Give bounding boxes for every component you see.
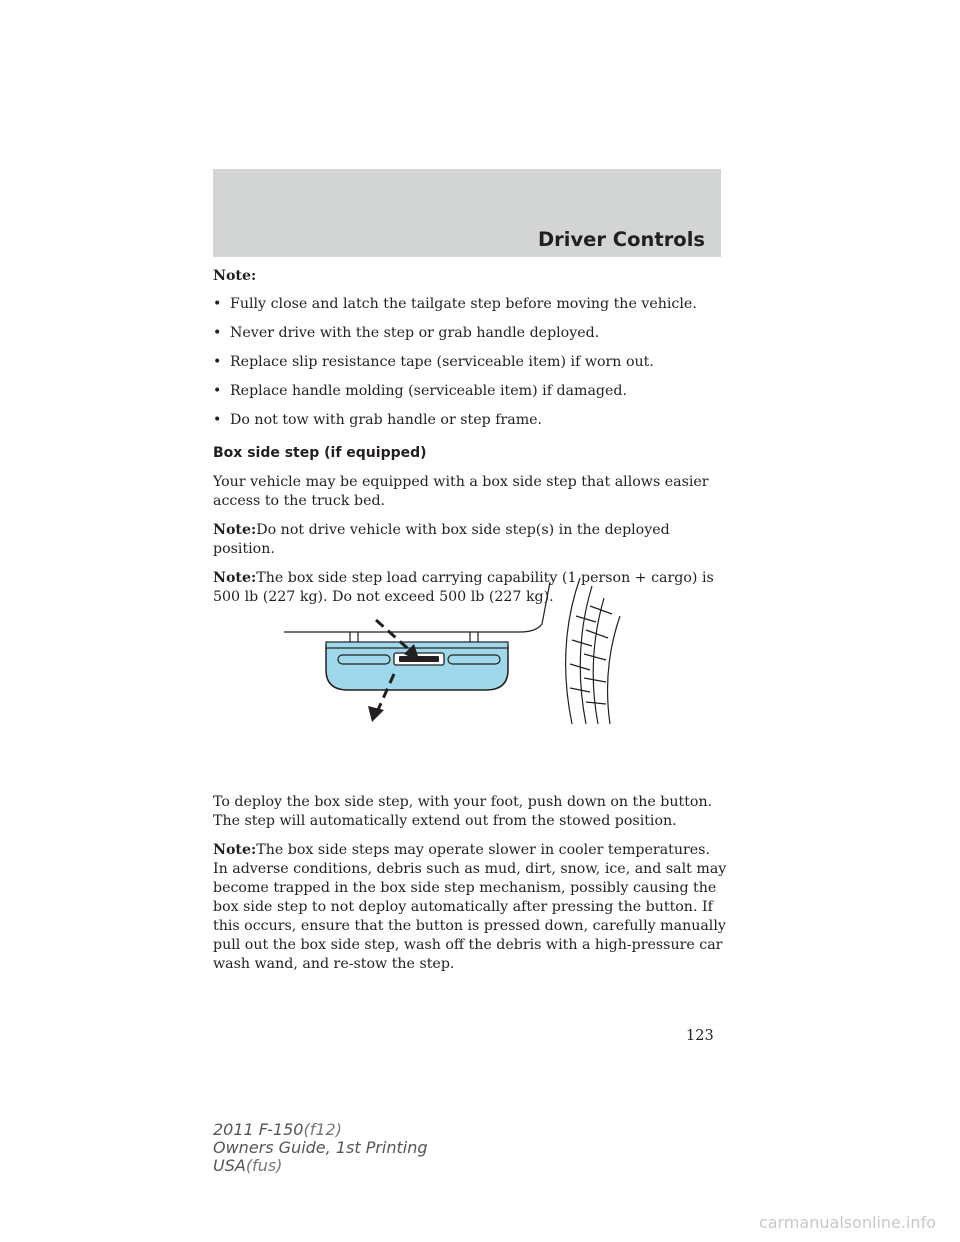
step-top-rail — [326, 642, 508, 648]
box-side-step-intro: Your vehicle may be equipped with a box side step that allows easier access to the truck bed. — [213, 474, 709, 509]
truck-body-outline — [284, 582, 550, 632]
bullet-icon: • — [213, 354, 222, 370]
bullet-text: Never drive with the step or grab handle deployed. — [230, 325, 600, 341]
bullet-icon: • — [213, 325, 222, 341]
section-title: Driver Controls — [537, 228, 705, 251]
bullet-icon: • — [213, 296, 222, 312]
box-side-step-heading: Box side step (if equipped) — [213, 445, 427, 461]
footer-market-line — [213, 1157, 428, 1175]
note-label: Note: — [213, 570, 257, 586]
list-item — [213, 382, 728, 401]
page-number: 123 — [686, 1028, 714, 1044]
footer-model: 2011 F-150 — [213, 1120, 304, 1139]
note-paragraph — [213, 521, 728, 559]
list-item — [213, 295, 728, 314]
footer-market: USA — [213, 1156, 246, 1175]
note-heading: Note: — [213, 268, 257, 284]
footer-model-code: (f12) — [303, 1120, 342, 1139]
note-text: The box side step load carrying capability (1 person + cargo) is 500 lb (227 kg). Do not exceed 500 lb (227 kg). — [213, 570, 714, 605]
footer-market-code: (fus) — [245, 1156, 283, 1175]
note-label: Note: — [213, 522, 257, 538]
document-footer — [213, 1121, 428, 1175]
step-mounts — [350, 632, 478, 642]
note-text: Do not drive vehicle with box side step(s) in the deployed position. — [213, 522, 670, 557]
list-item — [213, 324, 728, 343]
section-header-band — [213, 169, 721, 257]
deploy-arrow-head — [368, 706, 384, 722]
list-item — [213, 411, 728, 430]
note-text: The box side steps may operate slower in cooler temperatures. In adverse conditions, debris such as mud, dirt, snow, ice, and salt may become trapped in the box side step mechanism, possibly causing the box side step to not deploy automatically after pressing the button. If this occurs, ensure that the button is pressed down, carefully manually pull out the box side step, wash off the debris with a high-pressure car wash wand, and re-stow the step. — [213, 842, 727, 972]
bullet-icon: • — [213, 412, 222, 428]
step-pad-right — [448, 655, 500, 664]
deploy-instructions: To deploy the box side step, with your foot, push down on the button. The step will automatically extend out from the stowed position. — [213, 794, 713, 829]
bullet-icon: • — [213, 383, 222, 399]
box-side-step-illustration — [280, 576, 640, 726]
tire — [566, 578, 620, 724]
bullet-text: Replace slip resistance tape (serviceable item) if worn out. — [230, 354, 654, 370]
note-paragraph — [213, 841, 728, 974]
watermark: carmanualsonline.info — [758, 1213, 936, 1232]
note-bullet-list — [213, 295, 728, 430]
step-pad-left — [338, 655, 390, 664]
footer-guide-line: Owners Guide, 1st Printing — [213, 1138, 428, 1157]
note-label: Note: — [213, 842, 257, 858]
bullet-text: Replace handle molding (serviceable item) if damaged. — [230, 383, 627, 399]
list-item — [213, 353, 728, 372]
bullet-text: Do not tow with grab handle or step frame. — [230, 412, 543, 428]
footer-model-line — [213, 1121, 428, 1139]
bullet-text: Fully close and latch the tailgate step before moving the vehicle. — [230, 296, 697, 312]
